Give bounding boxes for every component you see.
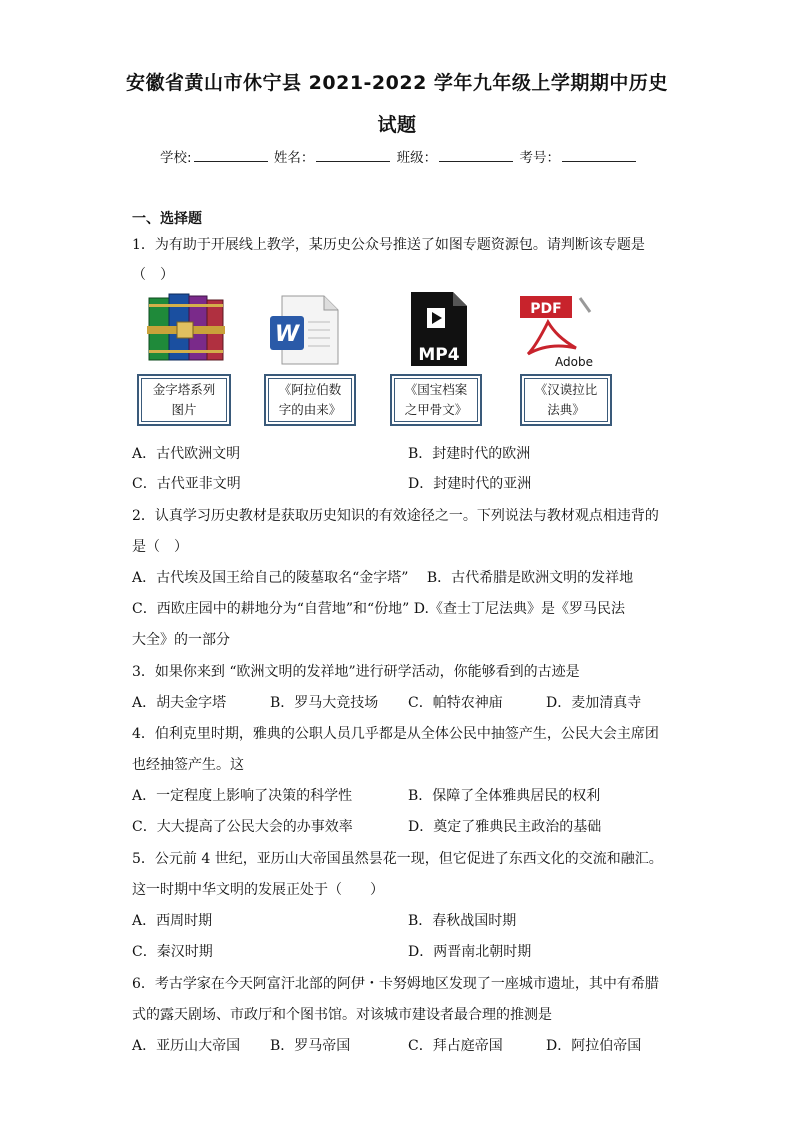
q5-stem-line1: 5．公元前 4 世纪，亚历山大帝国虽然昙花一现，但它促进了东西文化的交流和融汇。 [132,851,663,867]
q6-option-a[interactable]: A．亚历山大帝国 [132,1038,241,1054]
svg-text:PDF: PDF [530,301,562,317]
q2-stem-line1: 2．认真学习历史教材是获取历史知识的有效途径之一。下列说法与教材观点相违背的 [132,508,659,524]
q3-option-a[interactable]: A．胡夫金字塔 [132,695,227,711]
section-title: 一、选择题 [132,211,202,227]
q5-stem-line2: 这一时期中华文明的发展正处于（ ） [132,882,384,898]
q3-option-d[interactable]: D．麦加清真寺 [546,695,642,711]
q2-stem-line2: 是（ ） [132,539,188,555]
q6-option-d[interactable]: D．阿拉伯帝国 [546,1038,642,1054]
mp4-video-icon [409,290,469,368]
q1-option-a[interactable]: A．古代欧洲文明 [132,446,241,462]
q3-stem: 3．如果你来到 “欧洲文明的发祥地”进行研学活动，你能够看到的古迹是 [132,664,580,680]
q6-option-c[interactable]: C．拜占庭帝国 [408,1038,503,1054]
svg-text:MP4: MP4 [418,345,460,365]
q1-resource-caption-2: 《阿拉伯数 字的由来》 [264,374,356,426]
q6-option-b[interactable]: B．罗马帝国 [270,1038,351,1054]
q4-option-a[interactable]: A．一定程度上影响了决策的科学性 [132,788,353,804]
q1-resource-caption-1: 金字塔系列 图片 [137,374,231,426]
q3-option-b[interactable]: B．罗马大竞技场 [270,695,379,711]
q4-stem-line2: 也经抽签产生。这 [132,757,244,773]
q4-stem-line1: 4．伯利克里时期，雅典的公职人员几乎都是从全体公民中抽签产生，公民大会主席团 [132,726,659,742]
svg-text:Adobe: Adobe [555,355,593,368]
books-rar-icon [147,292,225,364]
q1-option-d[interactable]: D．封建时代的亚洲 [408,476,532,492]
class-label: 班级： [396,150,438,166]
q4-option-c[interactable]: C．大大提高了公民大会的办事效率 [132,819,353,835]
q1-stem-line1: 1．为有助于开展线上教学，某历史公众号推送了如图专题资源包。请判断该专题是 [132,237,645,253]
word-document-icon [268,294,342,366]
q1-option-b[interactable]: B．封建时代的欧洲 [408,446,531,462]
school-label: 学校: [160,150,192,166]
q5-option-d[interactable]: D．两晋南北朝时期 [408,944,532,960]
q4-option-d[interactable]: D．奠定了雅典民主政治的基础 [408,819,602,835]
q2-options-line2[interactable]: C．西欧庄园中的耕地分为“自营地”和“份地” D.《查士丁尼法典》是《罗马民法 [132,601,625,617]
exam-no-blank[interactable] [562,149,636,162]
pdf-adobe-icon [518,294,594,368]
q6-stem-line2: 式的露天剧场、市政厅和个图书馆。对该城市建设者最合理的推测是 [132,1007,552,1023]
school-blank[interactable] [194,149,268,162]
q3-option-c[interactable]: C．帕特农神庙 [408,695,503,711]
q1-option-c[interactable]: C．古代亚非文明 [132,476,241,492]
q6-stem-line1: 6．考古学家在今天阿富汗北部的阿伊・卡努姆地区发现了一座城市遗址，其中有希腊 [132,976,659,992]
q4-option-b[interactable]: B．保障了全体雅典居民的权利 [408,788,601,804]
q1-resource-caption-3: 《国宝档案 之甲骨文》 [390,374,482,426]
exam-no-label: 考号： [519,150,560,166]
student-info-row [160,146,638,166]
class-blank[interactable] [439,149,513,162]
exam-title-line2: 试题 [377,114,417,136]
name-blank[interactable] [316,149,390,162]
q1-resource-caption-4: 《汉谟拉比 法典》 [520,374,612,426]
q5-option-c[interactable]: C．秦汉时期 [132,944,213,960]
q1-stem-line2: （ ） [132,267,174,283]
q5-option-b[interactable]: B．春秋战国时期 [408,913,517,929]
name-label: 姓名： [273,150,315,166]
q2-options-line1[interactable]: A．古代埃及国王给自己的陵墓取名“金字塔” B．古代希腊是欧洲文明的发祥地 [132,570,634,586]
q2-options-line3[interactable]: 大全》的一部分 [132,632,230,648]
svg-text:W: W [274,322,300,347]
exam-title-line1: 安徽省黄山市休宁县 2021-2022 学年九年级上学期期中历史 [126,72,668,94]
q5-option-a[interactable]: A．西周时期 [132,913,213,929]
